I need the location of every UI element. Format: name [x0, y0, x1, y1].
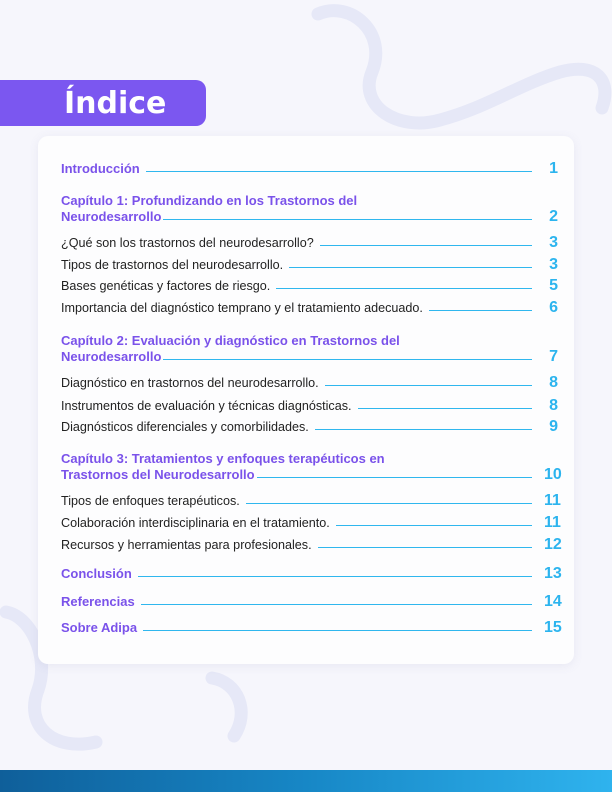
dotted-leader [141, 604, 532, 605]
dotted-leader [358, 408, 532, 409]
dotted-leader [336, 525, 532, 526]
toc-label: Bases genéticas y factores de riesgo. [61, 279, 271, 293]
page-title: Índice [64, 86, 167, 121]
toc-entry-chapter-2[interactable] [61, 333, 557, 366]
chapter-title-line2: Neurodesarrollo [61, 349, 162, 364]
page-number: 3 [549, 256, 558, 273]
page-number: 15 [544, 619, 562, 636]
toc-label: Referencias [61, 594, 135, 609]
toc-entry[interactable] [61, 234, 557, 252]
dotted-leader [163, 359, 532, 360]
dotted-leader [320, 245, 532, 246]
chapter-title-line1: Capítulo 1: Profundizando en los Trastornos del [61, 193, 358, 208]
page-number: 6 [549, 299, 558, 316]
toc-label: Introducción [61, 161, 140, 176]
chapter-title-line2: Trastornos del Neurodesarrollo [61, 467, 255, 482]
dotted-leader [143, 630, 532, 631]
page-number: 9 [549, 418, 558, 435]
chapter-title-line2: Neurodesarrollo [61, 209, 162, 224]
page-number: 10 [544, 466, 562, 483]
toc-entry-chapter-3[interactable] [61, 451, 562, 484]
toc-entry[interactable] [61, 397, 557, 415]
dotted-leader [257, 477, 532, 478]
page-number: 11 [544, 492, 561, 509]
page-number: 3 [549, 234, 558, 251]
dotted-leader [138, 576, 532, 577]
toc-entry-about[interactable] [61, 619, 562, 637]
footer-gradient-bar [0, 770, 612, 792]
toc-entry-introduction[interactable] [61, 160, 557, 178]
page-number: 1 [549, 160, 558, 177]
toc-label: Instrumentos de evaluación y técnicas diagnósticas. [61, 399, 352, 413]
page-number: 8 [549, 397, 558, 414]
dotted-leader [146, 171, 532, 172]
dotted-leader [429, 310, 532, 311]
toc-label: Colaboración interdisciplinaria en el tratamiento. [61, 516, 330, 530]
toc-entry[interactable] [61, 299, 557, 317]
toc-entry[interactable] [61, 514, 561, 532]
toc-label: ¿Qué son los trastornos del neurodesarrollo? [61, 236, 314, 250]
page-number: 5 [549, 277, 558, 294]
dotted-leader [289, 267, 532, 268]
toc-label: Tipos de trastornos del neurodesarrollo. [61, 258, 284, 272]
page-number: 11 [544, 514, 561, 531]
toc-label: Diagnóstico en trastornos del neurodesarrollo. [61, 376, 319, 390]
toc-entry[interactable] [61, 277, 557, 295]
dotted-leader [315, 429, 532, 430]
chapter-title-line1: Capítulo 3: Tratamientos y enfoques terapéuticos en [61, 451, 385, 466]
page-number: 8 [549, 374, 558, 391]
toc-entry-references[interactable] [61, 593, 562, 611]
page-number: 2 [549, 208, 558, 225]
page-number: 14 [544, 593, 562, 610]
chapter-title-line1: Capítulo 2: Evaluación y diagnóstico en Trastornos del [61, 333, 400, 348]
toc-label: Sobre Adipa [61, 620, 138, 635]
toc-entry[interactable] [61, 256, 557, 274]
toc-label: Importancia del diagnóstico temprano y el tratamiento adecuado. [61, 301, 423, 315]
toc-label: Recursos y herramientas para profesionales. [61, 538, 312, 552]
dotted-leader [246, 503, 532, 504]
toc-label: Tipos de enfoques terapéuticos. [61, 494, 240, 508]
toc-entry[interactable] [61, 536, 562, 554]
toc-entry[interactable] [61, 374, 557, 392]
toc-entry-chapter-1[interactable] [61, 193, 557, 226]
toc-entry-conclusion[interactable] [61, 565, 562, 583]
toc-entry[interactable] [61, 492, 561, 510]
toc-label: Diagnósticos diferenciales y comorbilidades. [61, 420, 309, 434]
dotted-leader [325, 385, 532, 386]
toc-label: Conclusión [61, 566, 132, 581]
dotted-leader [163, 219, 532, 220]
page-number: 12 [544, 536, 562, 553]
dotted-leader [276, 288, 532, 289]
page-number: 7 [549, 348, 558, 365]
dotted-leader [318, 547, 532, 548]
page-number: 13 [544, 565, 562, 582]
toc-entry[interactable] [61, 418, 557, 436]
